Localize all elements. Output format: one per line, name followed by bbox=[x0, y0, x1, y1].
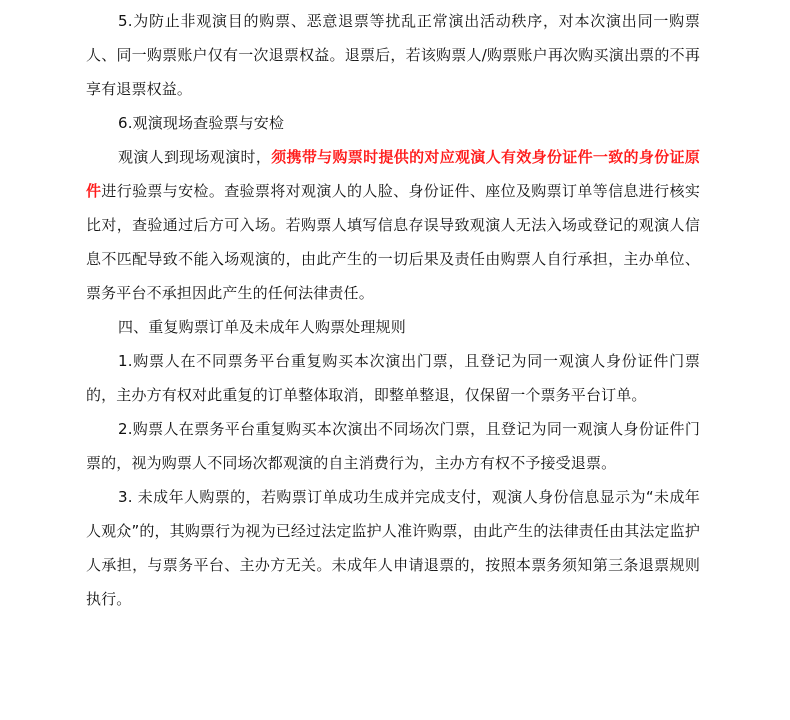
venue-check-intro: 观演人到现场观演时， bbox=[118, 148, 272, 166]
paragraph-venue-check bbox=[86, 140, 700, 310]
paragraph-rule-3: 3. 未成年人购票的，若购票订单成功生成并完成支付，观演人身份信息显示为“未成年人观众”的，其购票行为视为已经过法定监护人准许购票，由此产生的法律责任由其法定监护人承担，与票务平台、主办方无关。未成年人申请退票的，按照本票务须知第三条退票规则执行。 bbox=[86, 488, 700, 608]
paragraph-rule-1: 1.购票人在不同票务平台重复购买本次演出门票，且登记为同一观演人身份证件门票的，主办方有权对此重复的订单整体取消，即整单整退，仅保留一个票务平台订单。 bbox=[86, 352, 700, 404]
heading-venue-check: 6.观演现场查验票与安检 bbox=[118, 114, 285, 132]
paragraph-refund-limit: 5.为防止非观演目的购票、恶意退票等扰乱正常演出活动秩序，对本次演出同一购票人、同一购票账户仅有一次退票权益。退票后，若该购票人/购票账户再次购买演出票的不再享有退票权益。 bbox=[86, 12, 700, 98]
id-requirement-emphasis: 须携带与购票时提供的对应观演人有效身份证件一致的身份证原件 bbox=[86, 148, 700, 200]
ticket-notice-document bbox=[86, 4, 700, 616]
venue-check-details: 进行验票与安检。查验票将对观演人的人脸、身份证件、座位及购票订单等信息进行核实比对，查验通过后方可入场。若购票人填写信息存误导致观演人无法入场或登记的观演人信息不匹配导致不能入场观演的，由此产生的一切后果及责任由购票人自行承担，主办单位、票务平台不承担因此产生的任何法律责任。 bbox=[86, 182, 700, 302]
heading-section-4: 四、重复购票订单及未成年人购票处理规则 bbox=[118, 318, 406, 336]
paragraph-rule-2: 2.购票人在票务平台重复购买本次演出不同场次门票，且登记为同一观演人身份证件门票的，视为购票人不同场次都观演的自主消费行为，主办方有权不予接受退票。 bbox=[86, 420, 700, 472]
